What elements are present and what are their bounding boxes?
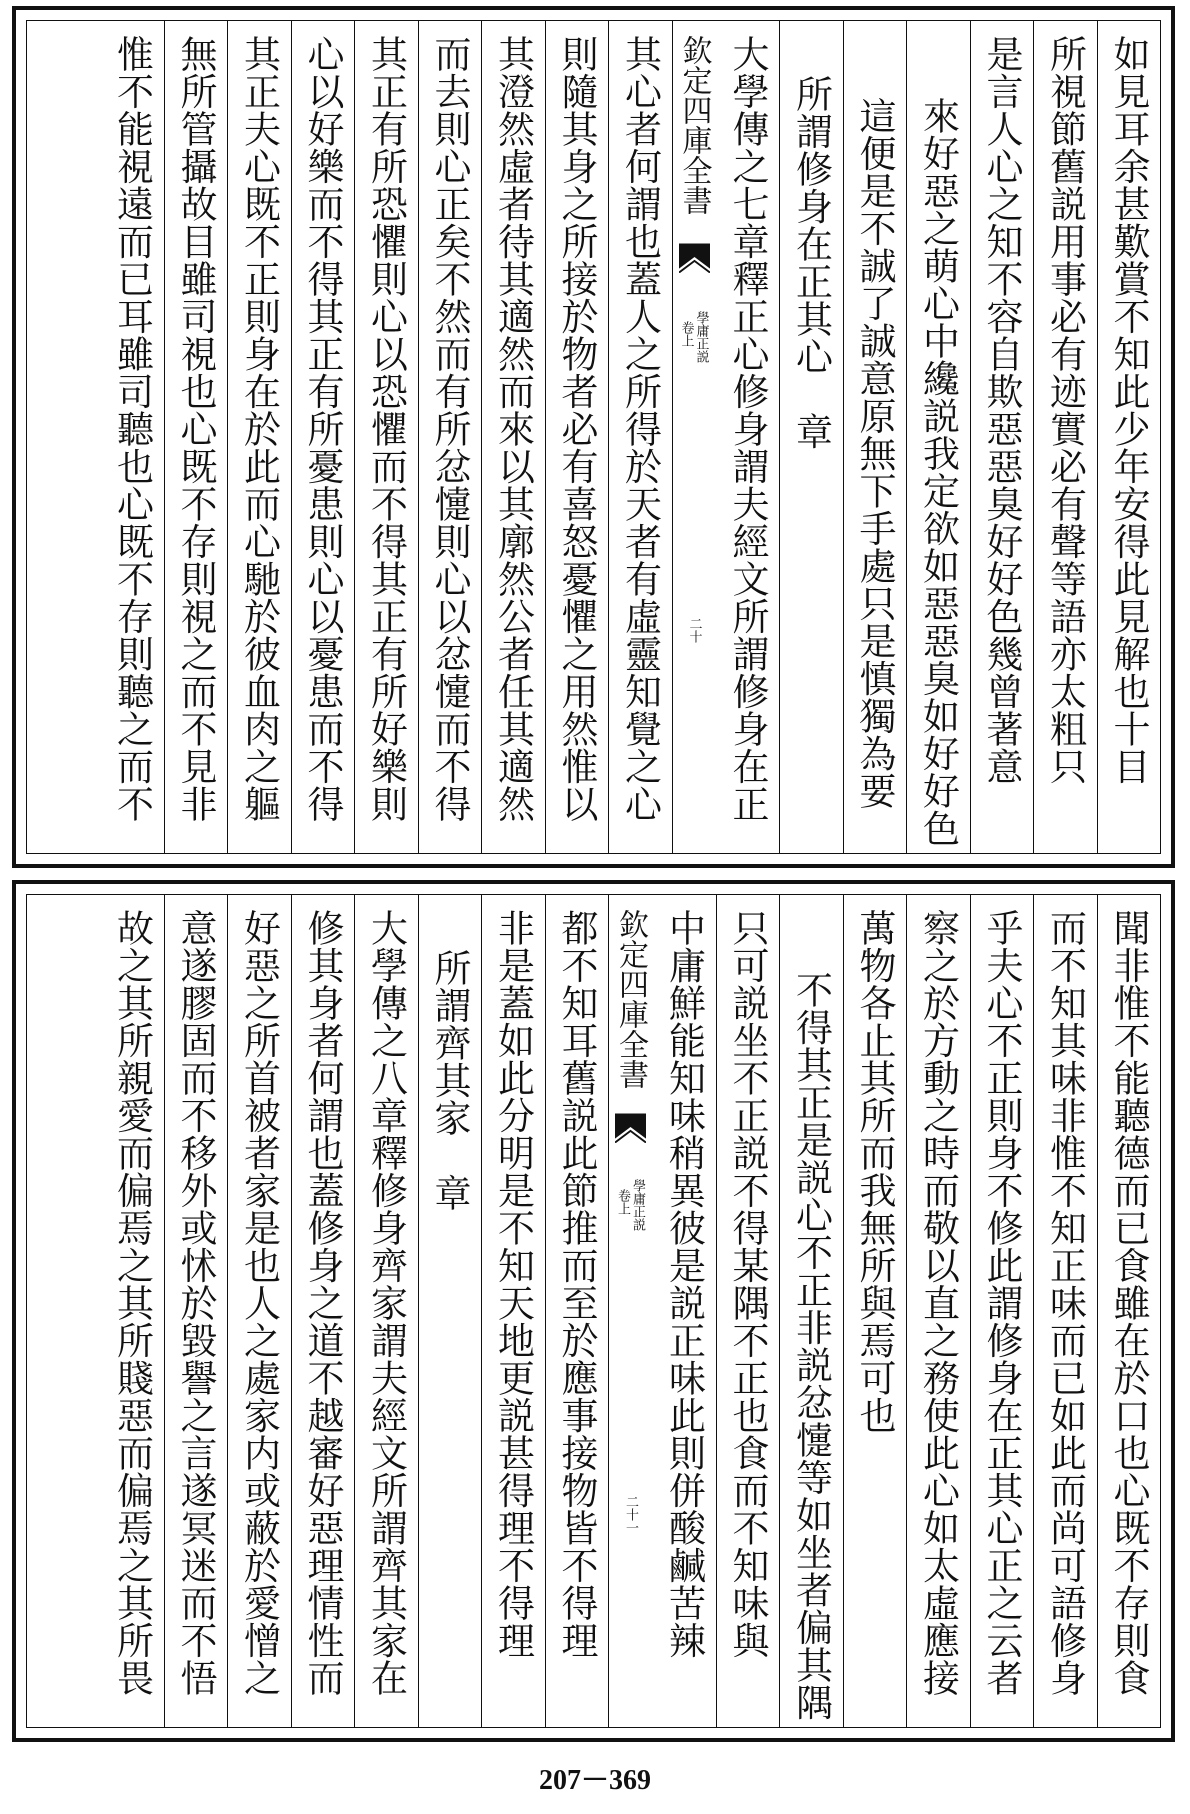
book-title: 學庸正説 — [693, 311, 709, 363]
text-column: 是言人心之知不容自欺惡惡臭好好色幾曾著意 — [970, 21, 1034, 853]
text-column: 察之於方動之時而敬以直之務使此心如太虛應接 — [906, 895, 970, 1727]
text-column: 其正夫心既不正則身在於此而心馳於彼血肉之軀 — [227, 21, 291, 853]
text-column: 其心者何謂也蓋人之所得於天者有虛靈知覺之心 — [608, 21, 672, 853]
text-column: 大學傳之七章釋正心修身謂夫經文所謂修身在正 — [726, 35, 769, 823]
page-number: 二十一 — [623, 1495, 638, 1534]
text-column: 無所管攝故目雖司視也心既不存則視之而不見非 — [164, 21, 228, 853]
top-page-border — [26, 20, 1161, 854]
text-column: 不得其正是説心不正非説忿懥等如坐者偏其隅 — [779, 895, 843, 1727]
top-left-half — [100, 21, 672, 853]
text-column: 非是蓋如此分明是不知天地更説甚得理不得理 — [481, 895, 545, 1727]
text-column: 好惡之所首被者家是也人之處家内或蔽於愛憎之 — [227, 895, 291, 1727]
page-footer-number: 207－369 — [538, 1765, 651, 1796]
text-column: 都不知耳舊説此節推而至於應事接物皆不得理 — [545, 895, 609, 1727]
block-center-fold — [608, 895, 652, 1727]
text-column: 如見耳余甚歎賞不知此少年安得此見解也十目 — [1097, 21, 1161, 853]
fish-tail-mark — [615, 1113, 646, 1143]
text-column: 乎夫心不正則身不修此謂修身在正其心正之云者 — [970, 895, 1034, 1727]
text-column: 惟不能視遠而已耳雖司聽也心既不存則聽之而不 — [110, 35, 154, 823]
text-column: 來好惡之萌心中纔説我定欲如惡惡臭如好好色 — [906, 21, 970, 853]
bottom-page-frame — [12, 880, 1175, 1742]
book-title: 學庸正説 — [630, 1179, 645, 1231]
text-column: 大學傳之八章釋修身齊家謂夫經文所謂齊其家在 — [354, 895, 418, 1727]
text-column: 聞非惟不能聽德而已食雖在於口也心既不存則食 — [1097, 895, 1161, 1727]
page-number: 二十 — [686, 617, 702, 643]
text-column: 則隨其身之所接於物者必有喜怒憂懼之用然惟以 — [545, 21, 609, 853]
text-column: 故之其所親愛而偏焉之其所賤惡而偏焉之其所畏 — [110, 909, 154, 1697]
chapter-heading: 所謂修身在正其心 章 — [779, 21, 843, 853]
text-column: 意遂膠固而不移外或怵於毀譽之言遂冥迷而不悟 — [164, 895, 228, 1727]
chapter-heading: 所謂齊其家 章 — [418, 895, 482, 1727]
text-column: 而去則心正矣不然而有所忿懥則心以忿懥而不得 — [418, 21, 482, 853]
bottom-right-half — [652, 895, 1160, 1727]
text-column: 所視節舊説用事必有迹實必有聲等語亦太粗只 — [1033, 21, 1097, 853]
library-title: 欽定四庫全書 — [676, 35, 712, 215]
text-column: 而不知其味非惟不知正味而已如此而尚可語修身 — [1033, 895, 1097, 1727]
text-column: 這便是不誠了誠意原無下手處只是慎獨為要 — [843, 21, 907, 853]
volume-label: 卷上 — [615, 1189, 630, 1215]
block-center-fold — [672, 21, 716, 853]
bottom-left-half — [100, 895, 608, 1727]
volume-label: 卷上 — [678, 321, 694, 347]
bottom-page-border — [26, 894, 1161, 1728]
text-column: 修其身者何謂也蓋修身之道不越審好惡理情性而 — [291, 895, 355, 1727]
text-column: 中庸鮮能知味稍異彼是説正味此則併酸鹹苦辣 — [662, 909, 706, 1659]
text-column: 心以好樂而不得其正有所憂患則心以憂患而不得 — [291, 21, 355, 853]
library-title: 欽定四庫全書 — [613, 909, 648, 1089]
text-column: 萬物各止其所而我無所與焉可也 — [843, 895, 907, 1727]
text-column: 其澄然虛者待其適然而來以其廓然公者任其適然 — [481, 21, 545, 853]
text-column: 只可説坐不正説不得某隅不正也食而不知味與 — [716, 895, 780, 1727]
text-column: 其正有所恐懼則心以恐懼而不得其正有所好樂則 — [354, 21, 418, 853]
top-page-frame — [12, 6, 1175, 868]
fish-tail-mark — [679, 243, 710, 273]
top-right-half — [716, 21, 1161, 853]
